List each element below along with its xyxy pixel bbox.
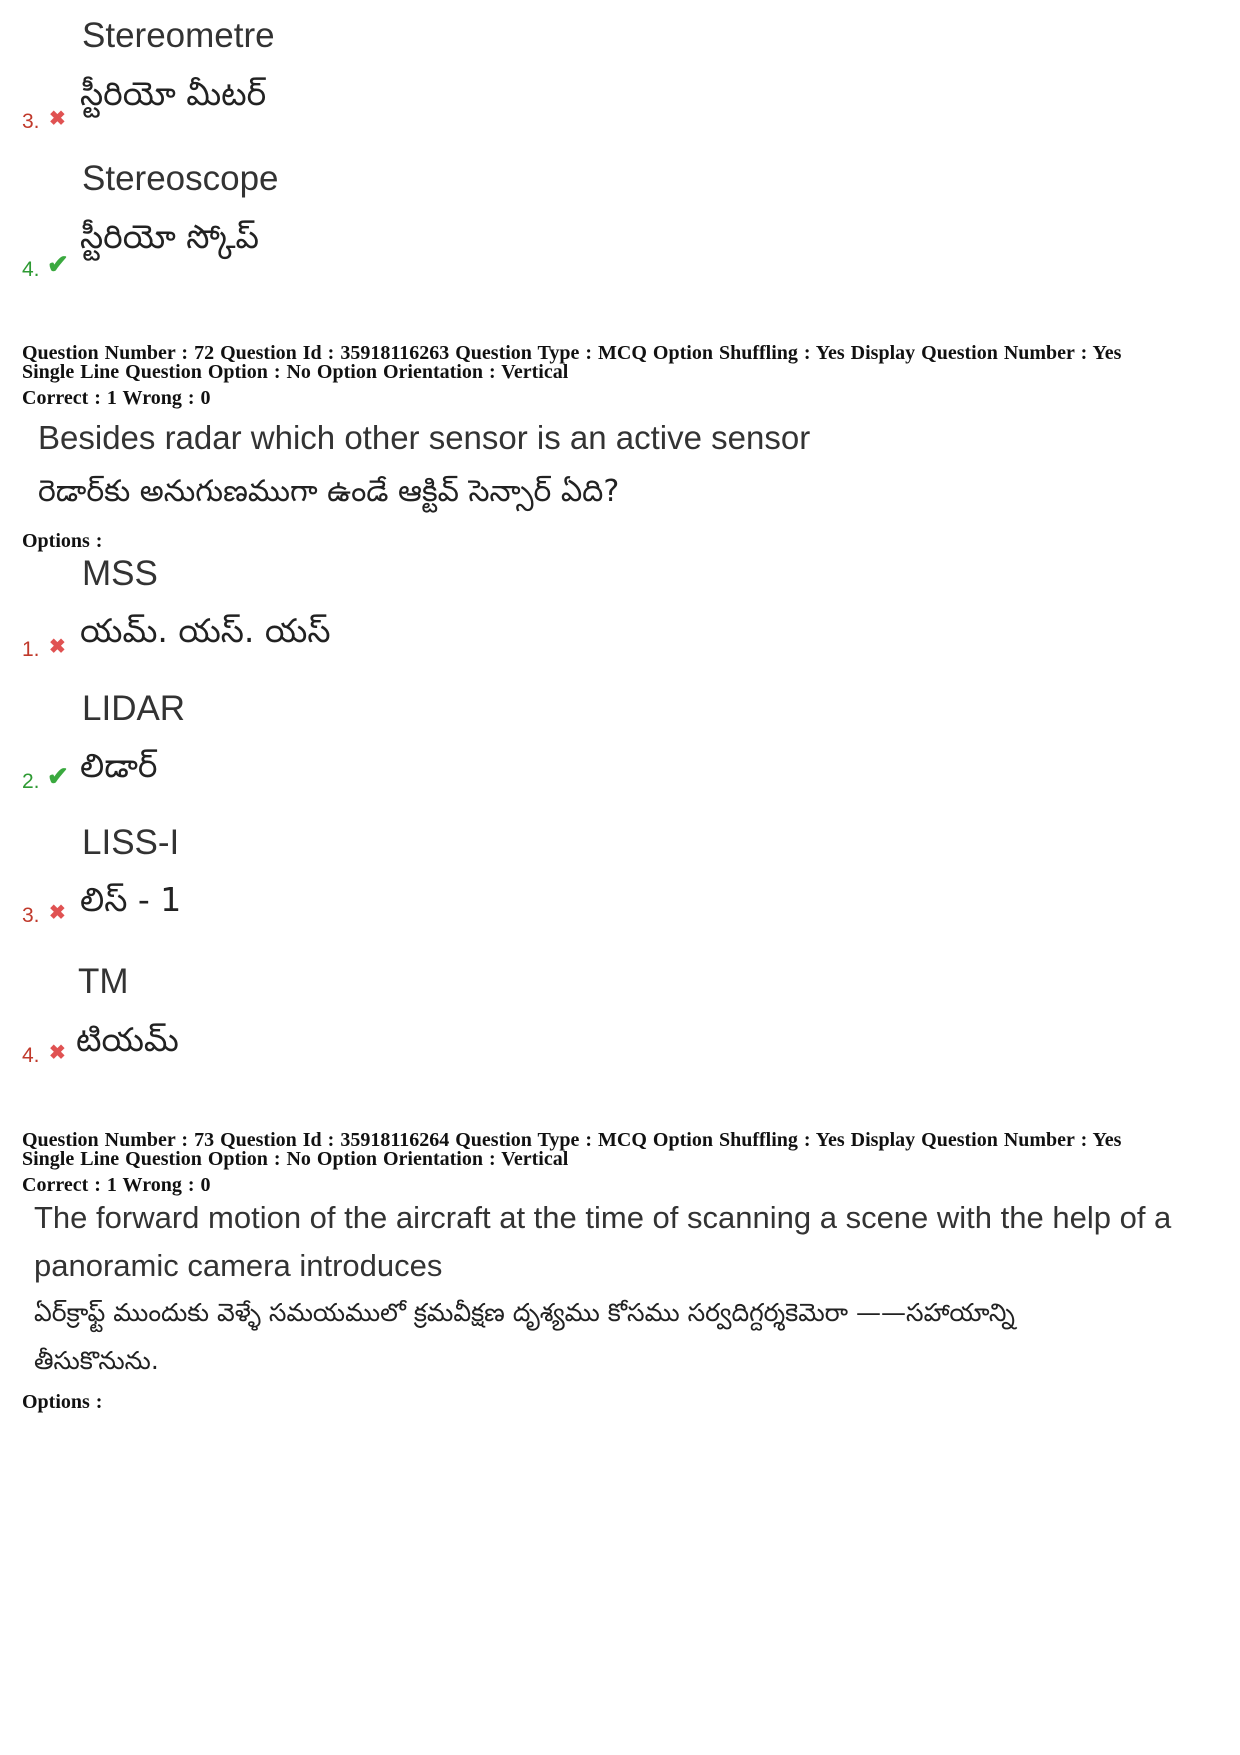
cross-icon: ✖: [49, 636, 66, 658]
cross-icon: ✖: [49, 1042, 66, 1064]
option-telugu-text: యమ్. యస్. యస్: [80, 611, 331, 650]
check-icon: ✔: [47, 761, 69, 791]
question-text-telugu-line2: తీసుకొనును.: [34, 1346, 159, 1375]
option-telugu-text: స్టీరియో స్కోప్: [80, 217, 260, 256]
options-label: Options :: [22, 530, 103, 552]
option-english-text: LISS-I: [82, 823, 180, 862]
option-telugu-text: స్టీరియో మీటర్: [80, 74, 267, 113]
question-marks: Correct : 1 Wrong : 0: [22, 387, 211, 409]
options-label: Options :: [22, 1391, 103, 1413]
question-text-telugu-line1: ఏర్‌క్రాఫ్ట్ ముందుకు వెళ్ళే సమయములో క్రమవీక్షణ దృశ్యము కోసము సర్వదిగ్దర్శకెమెరా ——సహాయాన్ని: [34, 1298, 1015, 1327]
option-telugu-text: టియమ్: [76, 1020, 179, 1059]
question-meta-line2: Single Line Question Option : No Option Orientation : Vertical: [22, 361, 569, 383]
option-english-text: MSS: [82, 554, 158, 593]
option-number: 4.: [22, 258, 40, 281]
cross-icon: ✖: [49, 902, 66, 924]
check-icon: ✔: [47, 249, 69, 279]
cross-icon: ✖: [49, 108, 66, 130]
option-telugu-text: లిడార్: [80, 746, 158, 785]
option-english-text: LIDAR: [82, 689, 186, 728]
question-text-english: Besides radar which other sensor is an active sensor: [38, 419, 811, 456]
question-text-english-line2: panoramic camera introduces: [34, 1248, 443, 1283]
question-meta-line1: Question Number : 72 Question Id : 35918116263 Question Type : MCQ Option Shuffling : Yes Display Question Number : Yes: [22, 342, 1122, 364]
question-marks: Correct : 1 Wrong : 0: [22, 1174, 211, 1196]
question-meta-line1: Question Number : 73 Question Id : 35918116264 Question Type : MCQ Option Shuffling : Yes Display Question Number : Yes: [22, 1129, 1122, 1151]
option-telugu-text: లిస్ - 1: [80, 880, 182, 919]
option-english-text: TM: [78, 962, 129, 1001]
question-text-english-line1: The forward motion of the aircraft at the time of scanning a scene with the help of a: [34, 1200, 1172, 1235]
option-english-text: Stereometre: [82, 16, 275, 55]
option-english-text: Stereoscope: [82, 159, 279, 198]
option-number: 3.: [22, 904, 40, 927]
question-meta-line2: Single Line Question Option : No Option Orientation : Vertical: [22, 1148, 569, 1170]
option-number: 2.: [22, 770, 40, 793]
option-number: 4.: [22, 1044, 40, 1067]
option-number: 3.: [22, 110, 40, 133]
question-text-telugu: రెడార్‌కు అనుగుణముగా ఉండే ఆక్టివ్ సెన్సార్ ఏది?: [38, 474, 620, 509]
option-number: 1.: [22, 638, 40, 661]
